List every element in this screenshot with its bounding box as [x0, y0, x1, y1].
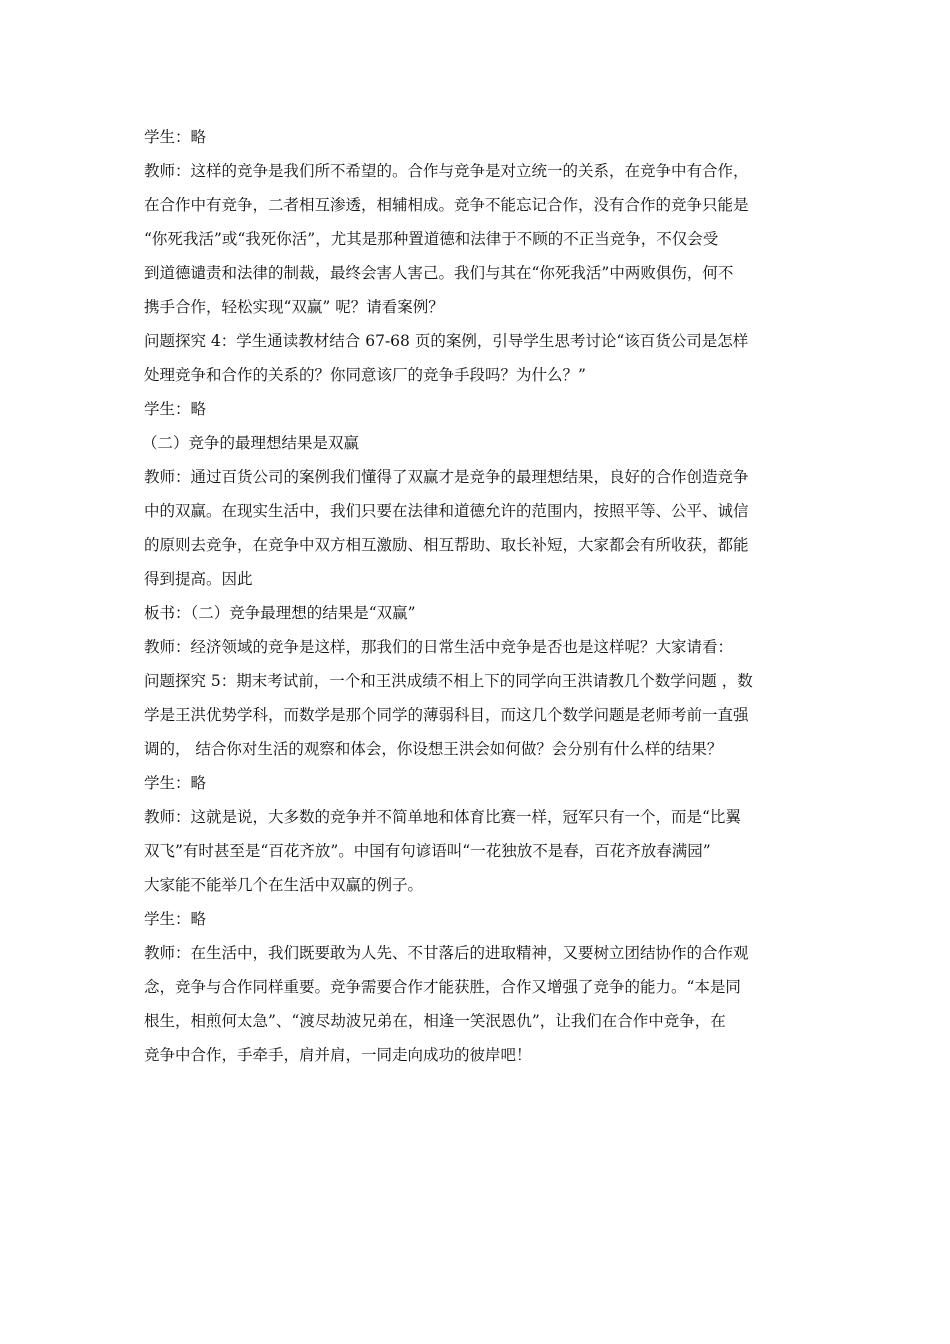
text-line: 学生：略	[144, 774, 207, 792]
text-line: 得到提高。因此	[144, 570, 253, 588]
student-reply	[144, 392, 810, 426]
text-line: “你死我活”或“我死你活”，尤其是那种置道德和法律于不顾的不正当竞争，不仅会受	[144, 230, 719, 248]
teacher-paragraph	[144, 936, 810, 1072]
teacher-paragraph	[144, 460, 810, 596]
text-line: 学生：略	[144, 128, 207, 146]
text-line: （二）竞争的最理想结果是双赢	[142, 434, 360, 452]
text-line: 调的， 结合你对生活的观察和体会，你设想王洪会如何做？会分别有什么样的结果？	[144, 740, 723, 758]
text-line: 板书：（二）竞争最理想的结果是“双赢”	[144, 604, 416, 622]
text-line: 教师：在生活中，我们既要敢为人先、不甘落后的进取精神，又要树立团结协作的合作观	[144, 944, 749, 962]
document-body	[144, 120, 810, 1072]
text-line: 大家能不能举几个在生活中双赢的例子。	[144, 876, 424, 894]
board-note	[144, 596, 810, 630]
text-line: 念，竞争与合作同样重要。竞争需要合作才能获胜，合作又增强了竞争的能力。“本是同	[144, 978, 741, 996]
text-line: 双飞”有时甚至是“百花齐放”。中国有句谚语叫“一花独放不是春，百花齐放春满园”	[144, 842, 711, 860]
teacher-paragraph	[144, 154, 810, 324]
text-line: 中的双赢。在现实生活中，我们只要在法律和道德允许的范围内，按照平等、公平、诚信	[144, 502, 749, 520]
text-line: 教师：这样的竞争是我们所不希望的。合作与竞争是对立统一的关系，在竞争中有合作，	[144, 162, 749, 180]
text-line: 携手合作，轻松实现“双赢” 呢？请看案例？	[144, 298, 444, 316]
text-line: 教师：经济领域的竞争是这样，那我们的日常生活中竞争是否也是这样呢？大家请看：	[144, 638, 734, 656]
text-line: 根生，相煎何太急”、“渡尽劫波兄弟在，相逢一笑泯恩仇”，让我们在合作中竞争，在	[144, 1012, 726, 1030]
teacher-paragraph	[144, 630, 810, 664]
text-line: 在合作中有竞争，二者相互渗透，相辅相成。竞争不能忘记合作，没有合作的竞争只能是	[144, 196, 749, 214]
student-reply	[144, 902, 810, 936]
text-line: 学是王洪优势学科，而数学是那个同学的薄弱科目，而这几个数学问题是老师考前一直强	[144, 706, 749, 724]
inquiry-paragraph	[144, 664, 810, 766]
text-line: 学生：略	[144, 910, 207, 928]
text-line: 的原则去竞争，在竞争中双方相互激励、相互帮助、取长补短，大家都会有所收获，都能	[144, 536, 749, 554]
text-line: 处理竞争和合作的关系的？你同意该厂的竞争手段吗？为什么？”	[144, 366, 586, 384]
inquiry-paragraph	[144, 324, 810, 392]
teacher-paragraph	[144, 800, 810, 902]
text-line: 竞争中合作，手牵手，肩并肩，一同走向成功的彼岸吧！	[144, 1046, 532, 1064]
text-line: 问题探究 4：学生通读教材结合 67-68 页的案例，引导学生思考讨论“该百货公司是怎样	[144, 332, 749, 350]
text-line: 学生：略	[144, 400, 207, 418]
text-line: 教师：通过百货公司的案例我们懂得了双赢才是竞争的最理想结果，良好的合作创造竞争	[144, 468, 749, 486]
section-heading	[142, 426, 810, 460]
text-line: 教师：这就是说，大多数的竞争并不简单地和体育比赛一样，冠军只有一个，而是“比翼	[144, 808, 741, 826]
text-line: 到道德谴责和法律的制裁，最终会害人害己。我们与其在“你死我活”中两败俱伤，何不	[144, 264, 734, 282]
student-reply	[144, 120, 810, 154]
student-reply	[144, 766, 810, 800]
text-line: 问题探究 5：期末考试前，一个和王洪成绩不相上下的同学向王洪请教几个数学问题 ，数	[144, 672, 753, 690]
